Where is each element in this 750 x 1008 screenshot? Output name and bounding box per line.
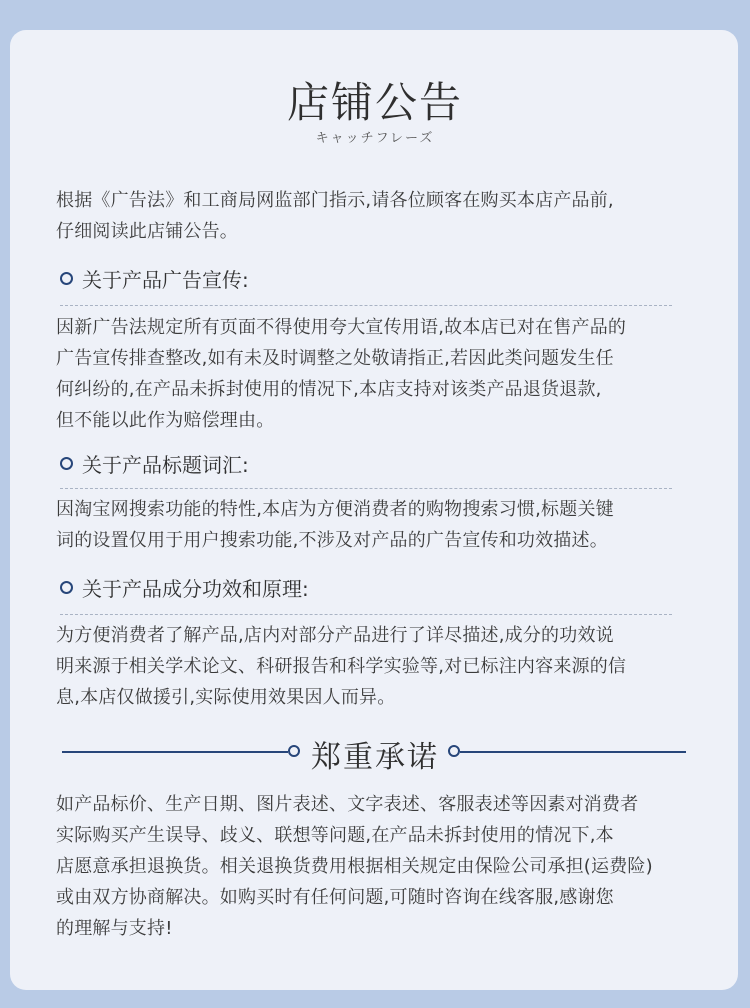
dashed-divider bbox=[60, 488, 672, 489]
section-heading-label: 关于产品广告宣传: bbox=[82, 268, 249, 292]
section-heading-label: 关于产品标题词汇: bbox=[82, 453, 249, 477]
section-body-title-keywords: 因淘宝网搜索功能的特性,本店为方便消费者的购物搜索习惯,标题关键 词的设置仅用于用户搜索功能,不涉及对产品的广告宣传和功效描述。 bbox=[56, 499, 614, 551]
section-heading-label: 关于产品成分功效和原理: bbox=[82, 577, 309, 601]
circle-bullet-icon bbox=[60, 272, 73, 285]
circle-bullet-icon bbox=[60, 581, 73, 594]
circle-ornament-icon bbox=[448, 745, 460, 757]
section-heading-title-keywords bbox=[60, 449, 249, 478]
intro-paragraph: 根据《广告法》和工商局网监部门指示,请各位顾客在购买本店产品前, 仔细阅读此店铺公告。 bbox=[56, 190, 614, 242]
section-body-advertising: 因新广告法规定所有页面不得使用夸大宣传用语,故本店已对在售产品的 广告宣传排查整改,如有未及时调整之处敬请指正,若因此类问题发生任 何纠纷的,在产品未拆封使用的情况下,本店支持对该类产品退货退款, 但不能以此作为赔偿理由。 bbox=[56, 317, 627, 431]
commitment-divider-left bbox=[62, 751, 288, 753]
section-body-ingredients: 为方便消费者了解产品,店内对部分产品进行了详尽描述,成分的功效说 明来源于相关学术论文、科研报告和科学实验等,对已标注内容来源的信 息,本店仅做援引,实际使用效果因人而异。 bbox=[56, 625, 627, 708]
page-title: 店铺公告 bbox=[286, 78, 463, 127]
commitment-body: 如产品标价、生产日期、图片表述、文字表述、客服表述等因素对消费者 实际购买产生误导、歧义、联想等问题,在产品未拆封使用的情况下,本 店愿意承担退换货。相关退换货费用根据相关规定由保险公司承担(运费险) 或由双方协商解决。如购买时有任何问题,可随时咨询在线客服,感谢您 的理解与支持! bbox=[56, 794, 653, 939]
section-heading-advertising bbox=[60, 264, 249, 293]
commitment-title: 郑重承诺 bbox=[311, 740, 439, 775]
dashed-divider bbox=[60, 614, 672, 615]
circle-ornament-icon bbox=[288, 745, 300, 757]
commitment-divider-right bbox=[460, 751, 686, 753]
dashed-divider bbox=[60, 305, 672, 306]
circle-bullet-icon bbox=[60, 457, 73, 470]
section-heading-ingredients bbox=[60, 573, 309, 602]
page-subtitle: キャッチフレーズ bbox=[315, 131, 435, 146]
